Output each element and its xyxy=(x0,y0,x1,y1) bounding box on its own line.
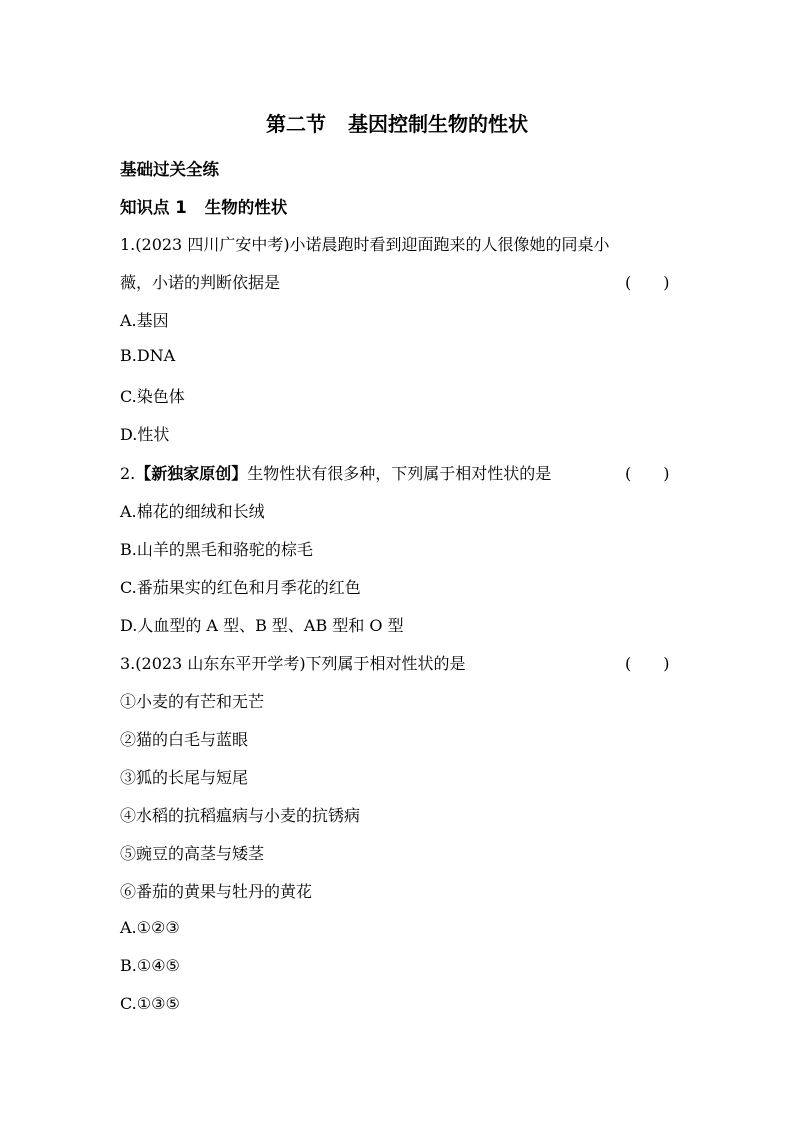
question-2-stem xyxy=(120,461,551,484)
section-name: 基因控制生物的性状 xyxy=(348,112,528,136)
question-3-item-6: ⑥番茄的黄果与牡丹的黄花 xyxy=(120,882,313,901)
question-3-item-2: ②猫的白毛与蓝眼 xyxy=(120,730,249,749)
knowledge-point-topic: 生物的性状 xyxy=(204,198,288,217)
question-1-answer-blank[interactable]: ( ) xyxy=(625,273,670,292)
question-1-stem-line1: 1.(2023 四川广安中考)小诺晨跑时看到迎面跑来的人很像她的同桌小 xyxy=(120,235,610,254)
knowledge-point-heading xyxy=(120,194,287,218)
question-2-text: 生物性状有很多种，下列属于相对性状的是 xyxy=(247,464,552,483)
question-3-item-3: ③狐的长尾与短尾 xyxy=(120,768,249,787)
question-2-option-c: C.番茄果实的红色和月季花的红色 xyxy=(120,578,361,597)
question-3-item-1: ①小麦的有芒和无芒 xyxy=(120,692,265,711)
question-3-stem: 3.(2023 山东东平开学考)下列属于相对性状的是 xyxy=(120,654,466,673)
question-2-option-d: D.人血型的 A 型、B 型、AB 型和 O 型 xyxy=(120,616,404,635)
question-1-option-d: D.性状 xyxy=(120,425,170,444)
question-3-option-b: B.①④⑤ xyxy=(120,956,180,975)
question-3-option-a: A.①②③ xyxy=(120,918,180,937)
practice-heading: 基础过关全练 xyxy=(120,160,219,179)
question-1-option-a: A.基因 xyxy=(120,311,169,330)
question-3-item-4: ④水稻的抗稻瘟病与小麦的抗锈病 xyxy=(120,806,361,825)
question-2-tag: 【新独家原创】 xyxy=(135,464,248,483)
question-2-answer-blank[interactable]: ( ) xyxy=(625,464,670,483)
question-2-number: 2. xyxy=(120,464,136,483)
question-3-item-5: ⑤豌豆的高茎与矮茎 xyxy=(120,844,265,863)
question-1-stem-line2: 薇，小诺的判断依据是 xyxy=(120,273,281,292)
knowledge-point-label: 知识点 1 xyxy=(120,198,187,217)
question-3-option-c: C.①③⑤ xyxy=(120,994,180,1013)
question-2-option-b: B.山羊的黑毛和骆驼的棕毛 xyxy=(120,540,313,559)
page-title xyxy=(0,108,794,137)
question-3-answer-blank[interactable]: ( ) xyxy=(625,654,670,673)
section-number: 第二节 xyxy=(266,112,326,136)
question-2-option-a: A.棉花的细绒和长绒 xyxy=(120,502,265,521)
question-1-option-c: C.染色体 xyxy=(120,387,185,406)
question-1-option-b: B.DNA xyxy=(120,346,176,365)
